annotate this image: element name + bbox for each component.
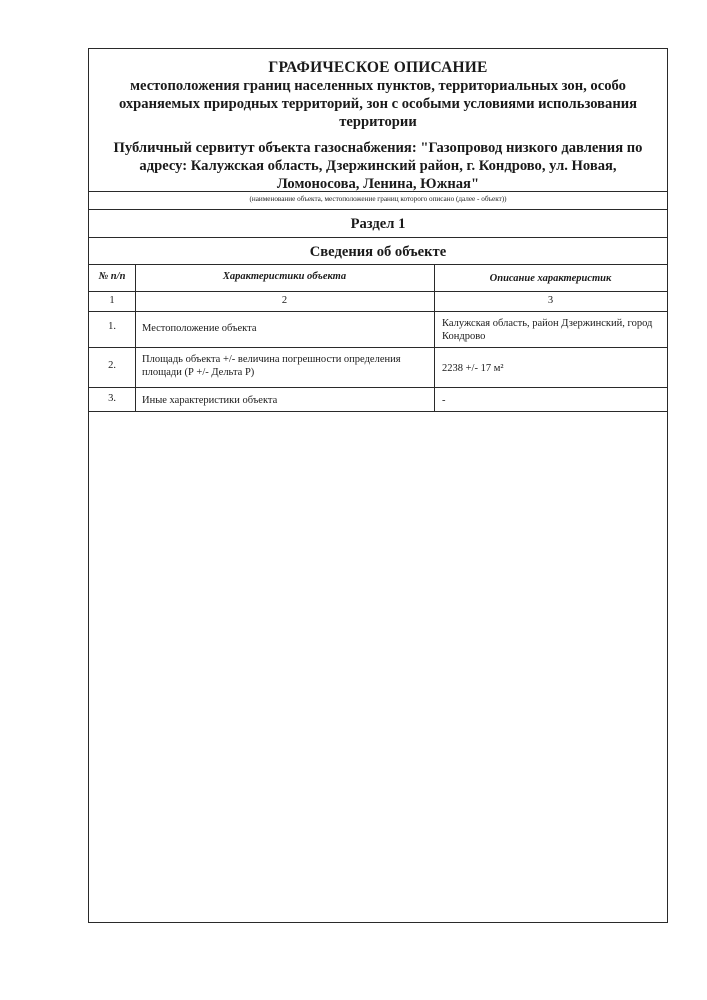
divider: [89, 347, 667, 348]
table-row-characteristic: Местоположение объекта: [142, 323, 257, 334]
table-row-num: 2.: [108, 360, 116, 371]
table-row-description: 2238 +/- 17 м²: [442, 363, 504, 374]
divider: [89, 191, 667, 192]
table-header-num: № п/п: [98, 271, 126, 282]
document-frame: [88, 48, 668, 923]
table-row-characteristic: Иные характеристики объекта: [142, 395, 278, 406]
divider: [89, 311, 667, 312]
table-row-description: -: [442, 395, 446, 406]
divider: [89, 291, 667, 292]
table-row-description: Калужская область, район Дзержинский, город Кондрово: [442, 318, 653, 342]
divider: [89, 209, 667, 210]
table-row-num: 3.: [108, 393, 116, 404]
divider: [89, 264, 667, 265]
table-colnum: 3: [547, 295, 554, 306]
divider: [89, 411, 667, 412]
table-col-divider: [434, 264, 435, 412]
table-col-divider: [135, 264, 136, 412]
table-row-num: 1.: [108, 321, 116, 332]
table-colnum: 2: [281, 295, 288, 306]
table-row-characteristic: Площадь объекта +/- величина погрешности определения площади (Р +/- Дельта Р): [142, 354, 401, 378]
document-subtitle: местоположения границ населенных пунктов, территориальных зон, особо охраняемых природных территорий, зон с особыми условиями использования территории: [118, 78, 638, 130]
table-header-description: Описание характеристик: [489, 273, 612, 284]
object-caption: (наименование объекта, местоположение границ которого описано (далее - объект)): [249, 195, 507, 203]
document-title: ГРАФИЧЕСКОЕ ОПИСАНИЕ: [268, 59, 488, 76]
table-colnum: 1: [109, 295, 115, 306]
divider: [89, 237, 667, 238]
table-header-characteristic: Характеристики объекта: [222, 271, 347, 282]
section-label: Раздел 1: [350, 216, 406, 232]
object-name: Публичный сервитут объекта газоснабжения: "Газопровод низкого давления по адресу: Калужская область, Дзержинский район, г. Кондрово, ул. Новая, Ломоносова, Ленина, Южная": [113, 140, 643, 192]
section-title: Сведения об объекте: [309, 244, 447, 260]
divider: [89, 387, 667, 388]
